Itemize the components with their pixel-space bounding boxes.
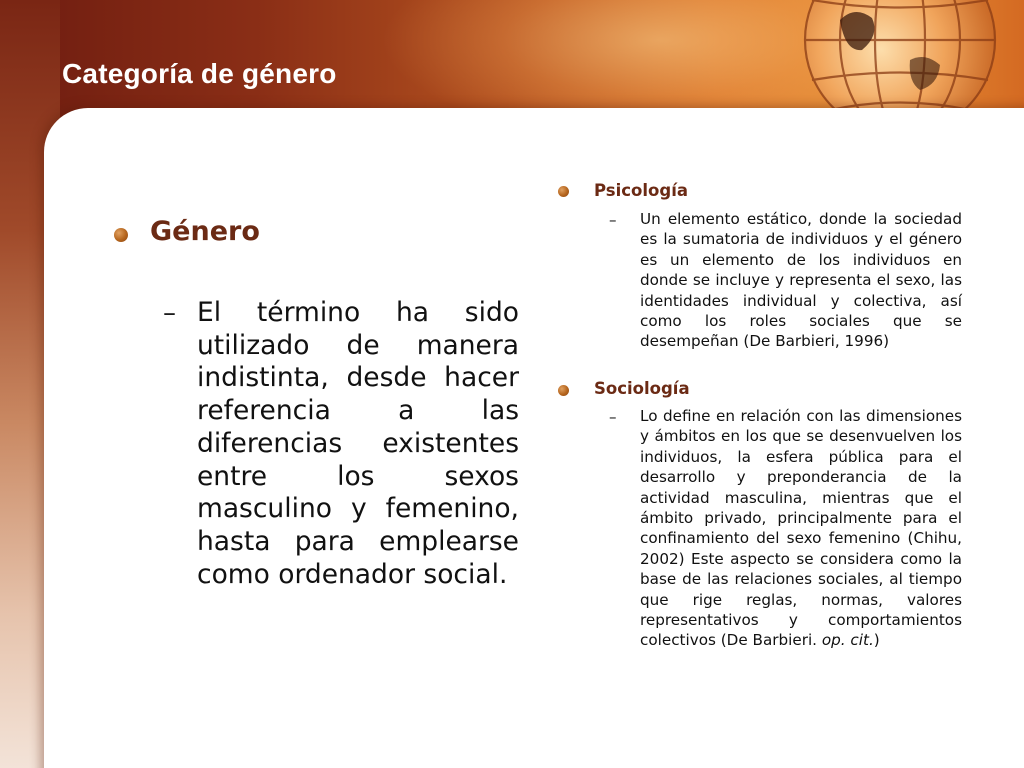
bullet-dot-icon xyxy=(558,186,569,197)
left-heading: Género xyxy=(150,216,260,247)
sociologia-paragraph xyxy=(640,406,962,651)
sociologia-text: Lo define en relación con las dimensiones y ámbitos en los que se desenvuelven los individuos, la esfera pública para el desarrollo y preponderancia de la actividad masculina, mientras que el ámbito privado, principalmente para el confinamiento del sexo femenino (Chihu, 2002) Este aspecto se considera como la base de las relaciones sociales, al tiempo que rige reglas, normas, valores representativos y comportamientos colectivos (De Barbieri. xyxy=(640,407,962,650)
psicologia-heading: Psicología xyxy=(594,181,688,200)
sociologia-citation-italic: op. cit. xyxy=(821,631,874,650)
sociologia-text-end: ) xyxy=(873,631,880,650)
dash-marker: – xyxy=(609,408,617,426)
psicologia-paragraph: Un elemento estático, donde la sociedad es la sumatoria de individuos y el género es un elemento de los individuos en donde se incluye y representa el sexo, las identidades individual y colectiva, así como los roles sociales que se desempeñan (De Barbieri, 1996) xyxy=(640,210,962,351)
dash-marker: – xyxy=(163,298,176,328)
sociologia-heading: Sociología xyxy=(594,379,690,398)
dash-marker: – xyxy=(609,211,617,229)
slide-title: Categoría de género xyxy=(62,58,337,89)
bullet-dot-icon xyxy=(114,228,128,242)
left-paragraph: El término ha sido utilizado de manera indistinta, desde hacer referencia a las diferencias existentes entre los sexos masculino y femenino, hasta para emplearse como ordenador social. xyxy=(197,297,519,590)
bullet-dot-icon xyxy=(558,385,569,396)
